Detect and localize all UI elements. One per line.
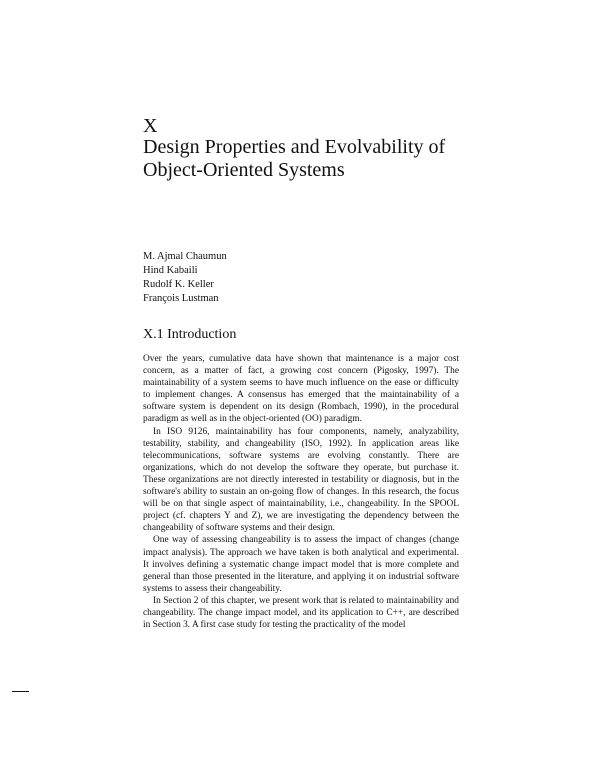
body-text	[143, 353, 459, 631]
chapter-title: Design Properties and Evolvability of Object-Oriented Systems	[143, 136, 446, 181]
author-list	[143, 250, 227, 306]
paragraph: One way of assessing changeability is to assess the impact of changes (change impact analysis). The approach we have taken is both analytical and experimental. It involves defining a systematic change impact model that is more complete and general than those presented in the literature, and applying it on industrial software systems to assess their changeability.	[143, 535, 459, 594]
paragraph: In Section 2 of this chapter, we present work that is related to maintainability and changeability. The change impact model, and its application to C++, are described in Section 3. A first case study for testing the practicality of the model	[143, 595, 459, 631]
author-name: François Lustman	[143, 293, 219, 304]
section-heading: X.1 Introduction	[143, 327, 237, 342]
page-marker-rule	[12, 691, 29, 692]
author-name: Hind Kabaili	[143, 265, 198, 276]
author-name: M. Ajmal Chaumun	[143, 251, 227, 262]
author-name: Rudolf K. Keller	[143, 279, 214, 290]
paragraph: Over the years, cumulative data have shown that maintenance is a major cost concern, as a matter of fact, a growing cost concern (Pigosky, 1997). The maintainability of a system seems to have much influence on the ease or difficulty to implement changes. A consensus has emerged that the maintainability of a software system is dependent on its design (Rombach, 1990), in the procedural paradigm as well as in the object-oriented (OO) paradigm.	[143, 354, 459, 425]
paragraph: In ISO 9126, maintainability has four components, namely, analyzability, testability, stability, and changeability (ISO, 1992). In application areas like telecommunications, software systems are evolving constantly. There are organizations, which do not develop the software they operate, but purchase it. These organizations are not directly interested in testability or diagnosis, but in the software's ability to sustain an on-going flow of changes. In this research, the focus will be on that single aspect of maintainability, i.e., changeability. In the SPOOL project (cf. chapters Y and Z), we are investigating the dependency between the changeability of software systems and their design.	[143, 426, 459, 534]
chapter-number: X	[143, 115, 158, 137]
